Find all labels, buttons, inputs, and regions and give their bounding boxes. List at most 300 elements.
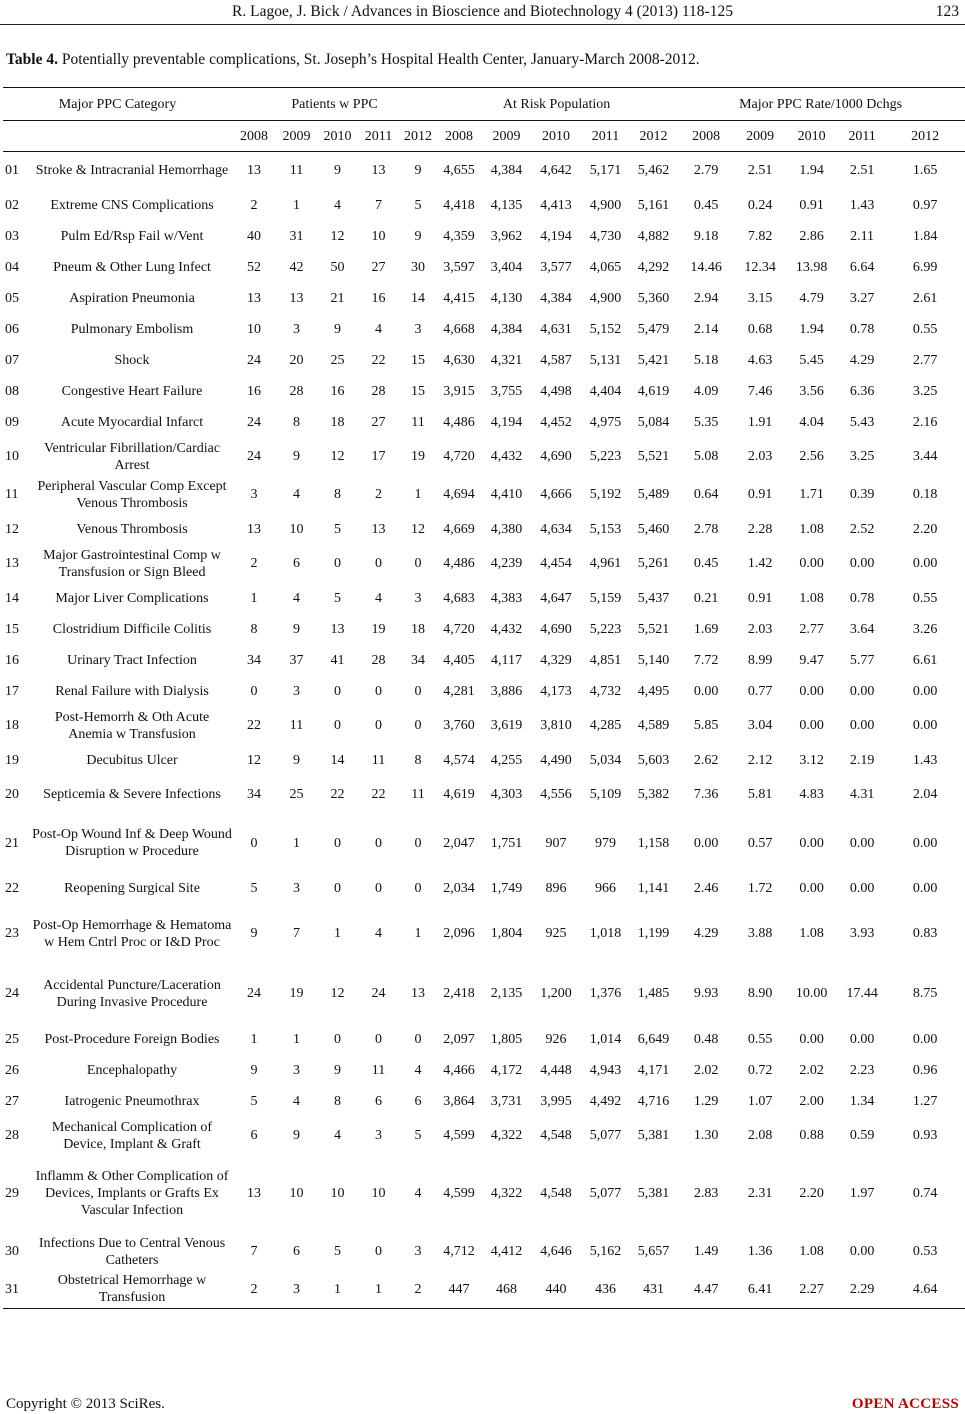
category-name: Septicemia & Severe Infections <box>43 787 221 802</box>
rate-cell: 0.78 <box>849 590 875 606</box>
category-name: Post-Hemorrh & Oth Acute Anemia w Transfusion <box>54 709 210 742</box>
patients-cell: 0 <box>375 1244 383 1259</box>
at-risk-cell: 1,018 <box>589 926 622 941</box>
rate-cell: 1.08 <box>799 521 824 537</box>
rate-cell: 2.78 <box>693 521 719 537</box>
rate-cell: 1.34 <box>849 1093 875 1109</box>
rate-cell: 3.12 <box>799 752 824 768</box>
rate-cell: 4.29 <box>693 926 719 941</box>
at-risk-cell: 468 <box>481 1271 532 1309</box>
at-risk-cell: 4,690 <box>540 621 572 637</box>
rate-cell: 0.88 <box>799 1128 824 1143</box>
patients-cell: 13 <box>247 163 262 179</box>
at-risk-cell: 4,646 <box>540 1244 572 1259</box>
rate-cell: 2.12 <box>747 752 773 768</box>
patients-cell: 9 <box>414 228 422 244</box>
category-name: Clostridium Difficile Colitis <box>52 621 212 637</box>
at-risk-cell: 926 <box>545 1031 567 1047</box>
at-risk-cell: 907 <box>545 835 567 851</box>
table-row <box>3 407 965 438</box>
table-row <box>3 152 965 190</box>
at-risk-cell: 4,194 <box>540 228 572 244</box>
at-risk-cell: 3,962 <box>490 228 523 244</box>
row-number: 05 <box>5 290 19 306</box>
table-label: Table 4. <box>6 51 58 68</box>
at-risk-cell: 3,577 <box>540 259 572 275</box>
row-number: 26 <box>5 1062 19 1078</box>
rate-cell: 3.93 <box>849 926 875 941</box>
at-risk-cell: 4,669 <box>443 521 475 537</box>
row-number: 24 <box>5 986 19 1001</box>
category-name: Iatrogenic Pneumothrax <box>64 1093 200 1109</box>
at-risk-cell: 5,381 <box>637 1128 670 1143</box>
at-risk-cell: 4,587 <box>540 352 572 368</box>
row-number: 06 <box>5 321 19 337</box>
rate-cell: 7.82 <box>747 228 773 244</box>
at-risk-cell: 4,634 <box>540 521 572 537</box>
patients-cell: 24 <box>247 414 262 430</box>
at-risk-cell: 4,321 <box>490 352 523 368</box>
patients-cell: 14 <box>411 290 426 306</box>
row-number: 27 <box>5 1093 19 1109</box>
patients-cell: 0 <box>414 683 422 699</box>
at-risk-cell: 5,489 <box>637 487 670 502</box>
at-risk-cell: 4,322 <box>490 1128 523 1143</box>
year-header-rate: 2008 <box>676 121 736 152</box>
row-number: 11 <box>5 487 19 502</box>
rate-cell: 7.46 <box>747 383 773 399</box>
rate-cell: 0.97 <box>912 197 938 213</box>
rate-cell: 2.56 <box>799 449 824 464</box>
rate-cell: 0.48 <box>693 1031 719 1047</box>
at-risk-cell: 1,751 <box>490 835 523 851</box>
at-risk-cell: 4,619 <box>443 787 475 802</box>
patients-cell: 0 <box>375 683 383 699</box>
table-row <box>3 1117 965 1155</box>
patients-cell: 22 <box>330 787 345 802</box>
rate-cell: 2.20 <box>799 1186 824 1201</box>
patients-cell: 50 <box>330 259 345 275</box>
table-row <box>3 676 965 707</box>
rate-cell: 2.23 <box>849 1062 875 1078</box>
table-row <box>3 476 965 514</box>
category-name: Ventricular Fibrillation/Cardiac Arrest <box>43 440 221 473</box>
patients-cell: 11 <box>411 414 425 430</box>
at-risk-cell: 4,239 <box>490 556 523 571</box>
patients-cell: 4 <box>375 590 383 606</box>
category-name: Major Liver Complications <box>55 590 209 606</box>
rate-cell: 1.43 <box>912 752 938 768</box>
rate-cell: 3.25 <box>849 449 875 464</box>
rate-cell: 6.64 <box>849 259 875 275</box>
rate-cell: 0.55 <box>912 321 938 337</box>
at-risk-cell: 4,448 <box>540 1062 572 1078</box>
rate-cell: 2.94 <box>693 290 719 306</box>
category-name: Congestive Heart Failure <box>61 383 203 399</box>
patients-cell: 52 <box>247 259 262 275</box>
at-risk-cell: 5,521 <box>637 449 670 464</box>
at-risk-cell: 3,810 <box>540 718 572 733</box>
patients-cell: 7 <box>375 197 383 213</box>
rate-cell: 3.88 <box>747 926 773 941</box>
at-risk-cell: 2,135 <box>490 986 523 1001</box>
at-risk-cell: 4,303 <box>490 787 523 802</box>
at-risk-cell: 5,460 <box>637 521 670 537</box>
rate-cell: 2.28 <box>747 521 773 537</box>
category-name: Inflamm & Other Complication of Devices, Implants or Grafts Ex Vascular Infection <box>35 1169 229 1218</box>
table-row <box>3 221 965 252</box>
patients-cell: 24 <box>247 986 262 1001</box>
rate-cell: 9.47 <box>799 652 824 668</box>
rate-cell: 2.83 <box>693 1186 719 1201</box>
at-risk-cell: 4,851 <box>589 652 622 668</box>
rate-cell: 0.00 <box>912 556 938 571</box>
patients-cell: 19 <box>289 986 304 1001</box>
patients-cell: 11 <box>289 163 304 179</box>
category-name: Reopening Surgical Site <box>64 880 200 896</box>
patients-cell: 0 <box>375 880 383 896</box>
at-risk-cell: 4,882 <box>637 228 670 244</box>
row-number: 28 <box>5 1128 19 1143</box>
patients-cell: 9 <box>334 163 342 179</box>
table-row <box>3 707 965 745</box>
rate-cell: 1.07 <box>747 1093 773 1109</box>
patients-cell: 0 <box>334 1031 342 1047</box>
at-risk-cell: 3,760 <box>443 718 475 733</box>
patients-cell: 1 <box>414 487 422 502</box>
patients-cell: 25 <box>330 352 345 368</box>
category-name: Infections Due to Central Venous Catheters <box>38 1235 226 1268</box>
at-risk-cell: 4,961 <box>589 556 622 571</box>
patients-cell: 5 <box>334 590 342 606</box>
table-row <box>3 745 965 776</box>
year-header-patients: 2009 <box>276 121 317 152</box>
at-risk-cell: 5,603 <box>637 752 670 768</box>
patients-cell: 3 <box>250 487 258 502</box>
at-risk-cell: 4,285 <box>589 718 622 733</box>
year-header-patients: 2010 <box>317 121 358 152</box>
category-name: Major Gastrointestinal Comp w Transfusion or Sign Bleed <box>43 547 221 580</box>
rate-cell: 0.57 <box>747 835 773 851</box>
patients-cell: 11 <box>411 787 425 802</box>
at-risk-cell: 1,749 <box>490 880 523 896</box>
patients-cell: 13 <box>247 521 262 537</box>
rate-cell: 0.77 <box>747 683 773 699</box>
rate-cell: 0.55 <box>912 590 938 606</box>
category-name: Urinary Tract Infection <box>67 652 197 668</box>
category-name: Stroke & Intracranial Hemorrhage <box>35 163 229 179</box>
at-risk-cell: 5,521 <box>637 621 670 637</box>
patients-cell: 6 <box>293 556 301 571</box>
patients-cell: 19 <box>411 449 426 464</box>
patients-cell: 0 <box>414 880 422 896</box>
patients-cell: 8 <box>250 621 258 637</box>
at-risk-cell: 3,995 <box>540 1093 572 1109</box>
rate-cell: 9.18 <box>693 228 719 244</box>
patients-cell: 4 <box>334 197 342 213</box>
table-row <box>3 1055 965 1086</box>
rate-cell: 13.98 <box>795 259 828 275</box>
patients-cell: 9 <box>250 1062 258 1078</box>
row-number: 10 <box>5 449 19 464</box>
row-number: 03 <box>5 228 19 244</box>
at-risk-cell: 4,630 <box>443 352 475 368</box>
rate-cell: 0.00 <box>912 718 938 733</box>
patients-cell: 4 <box>293 487 301 502</box>
at-risk-cell: 440 <box>532 1271 580 1309</box>
at-risk-cell: 4,647 <box>540 590 572 606</box>
header-category: Major PPC Category <box>3 88 232 121</box>
rate-cell: 5.81 <box>747 787 773 802</box>
rate-cell: 0.00 <box>912 880 938 896</box>
patients-cell: 24 <box>247 449 262 464</box>
at-risk-cell: 4,171 <box>637 1062 670 1078</box>
rate-cell: 0.00 <box>849 683 875 699</box>
category-name: Acute Myocardial Infarct <box>60 414 204 430</box>
patients-cell: 9 <box>293 621 301 637</box>
patients-cell: 3 <box>293 321 301 337</box>
patients-cell: 0 <box>334 880 342 896</box>
at-risk-cell: 5,657 <box>637 1244 670 1259</box>
rate-cell: 0.24 <box>747 197 773 213</box>
rate-cell: 4.04 <box>799 414 824 430</box>
at-risk-cell: 3,404 <box>490 259 523 275</box>
row-number: 19 <box>5 752 19 768</box>
rate-cell: 6.36 <box>849 383 875 399</box>
rate-cell: 1.97 <box>849 1186 875 1201</box>
patients-cell: 0 <box>414 556 422 571</box>
at-risk-cell: 4,631 <box>540 321 572 337</box>
rate-cell: 0.00 <box>912 835 938 851</box>
rate-cell: 1.43 <box>849 197 875 213</box>
at-risk-cell: 4,712 <box>443 1244 475 1259</box>
patients-cell: 12 <box>411 521 426 537</box>
at-risk-cell: 4,943 <box>589 1062 622 1078</box>
row-number: 13 <box>5 556 19 571</box>
rate-cell: 2.02 <box>799 1062 824 1078</box>
patients-cell: 8 <box>414 752 422 768</box>
year-header-at-risk: 2008 <box>437 121 481 152</box>
patients-cell: 14 <box>330 752 345 768</box>
patients-cell: 0 <box>334 718 342 733</box>
table-row <box>3 645 965 676</box>
rate-cell: 1.91 <box>747 414 773 430</box>
at-risk-cell: 5,109 <box>589 787 622 802</box>
rate-cell: 4.83 <box>799 787 824 802</box>
at-risk-cell: 5,437 <box>637 590 670 606</box>
year-header-at-risk: 2009 <box>481 121 532 152</box>
patients-cell: 4 <box>334 1128 342 1143</box>
patients-cell: 5 <box>250 1093 258 1109</box>
patients-cell: 22 <box>371 787 386 802</box>
patients-cell: 0 <box>250 683 258 699</box>
year-header-patients: 2012 <box>399 121 437 152</box>
at-risk-cell: 4,548 <box>540 1186 572 1201</box>
at-risk-cell: 4,413 <box>540 197 572 213</box>
at-risk-cell: 4,668 <box>443 321 475 337</box>
rate-cell: 2.11 <box>850 228 875 244</box>
patients-cell: 0 <box>334 556 342 571</box>
at-risk-cell: 6,649 <box>637 1031 670 1047</box>
at-risk-cell: 1,804 <box>490 926 523 941</box>
rate-cell: 0.68 <box>747 321 773 337</box>
at-risk-cell: 4,432 <box>490 621 523 637</box>
at-risk-cell: 431 <box>631 1271 676 1309</box>
at-risk-cell: 4,415 <box>443 290 475 306</box>
patients-cell: 9 <box>250 926 258 941</box>
row-number: 16 <box>5 652 19 668</box>
at-risk-cell: 2,097 <box>443 1031 475 1047</box>
patients-cell: 10 <box>247 321 262 337</box>
rate-cell: 0.21 <box>693 590 719 606</box>
patients-cell: 4 <box>414 1186 422 1201</box>
at-risk-cell: 1,376 <box>589 986 622 1001</box>
rate-cell: 6.61 <box>912 652 938 668</box>
patients-cell: 12 <box>330 449 345 464</box>
rate-cell: 5.43 <box>849 414 875 430</box>
patients-cell: 4 <box>375 321 383 337</box>
row-number: 17 <box>5 683 19 699</box>
table-body <box>3 152 965 1309</box>
patients-cell: 16 <box>371 290 386 306</box>
at-risk-cell: 4,490 <box>540 752 572 768</box>
rate-cell: 3.56 <box>799 383 824 399</box>
patients-cell: 0 <box>250 835 258 851</box>
at-risk-cell: 4,383 <box>490 590 523 606</box>
table-row <box>3 964 965 1024</box>
at-risk-cell: 4,380 <box>490 521 523 537</box>
rate-cell: 2.16 <box>912 414 938 430</box>
patients-cell: 2 <box>375 487 383 502</box>
at-risk-cell: 4,065 <box>589 259 622 275</box>
at-risk-cell: 4,432 <box>490 449 523 464</box>
patients-cell: 0 <box>375 718 383 733</box>
at-risk-cell: 4,292 <box>637 259 670 275</box>
ppc-table <box>3 87 965 1309</box>
at-risk-cell: 4,720 <box>443 449 475 464</box>
patients-cell: 10 <box>330 1186 345 1201</box>
at-risk-cell: 2,034 <box>443 880 475 896</box>
at-risk-cell: 4,720 <box>443 621 475 637</box>
at-risk-cell: 4,255 <box>490 752 523 768</box>
at-risk-cell: 4,574 <box>443 752 475 768</box>
rate-cell: 0.00 <box>693 683 719 699</box>
patients-cell: 1 <box>293 197 301 213</box>
patients-cell: 2 <box>399 1271 437 1309</box>
row-number: 29 <box>5 1186 19 1201</box>
patients-cell: 30 <box>411 259 426 275</box>
rate-cell: 0.00 <box>849 1244 875 1259</box>
category-name: Pulmonary Embolism <box>70 321 194 337</box>
patients-cell: 16 <box>330 383 345 399</box>
patients-cell: 3 <box>414 321 422 337</box>
rate-cell: 2.62 <box>693 752 719 768</box>
patients-cell: 9 <box>293 1128 301 1143</box>
page-number: 123 <box>935 3 959 20</box>
rate-cell: 0.45 <box>693 197 719 213</box>
row-number: 22 <box>5 880 19 896</box>
at-risk-cell: 4,975 <box>589 414 622 430</box>
patients-cell: 5 <box>334 521 342 537</box>
at-risk-cell: 925 <box>545 926 567 941</box>
at-risk-cell: 436 <box>580 1271 631 1309</box>
at-risk-cell: 2,096 <box>443 926 475 941</box>
patients-cell: 7 <box>293 926 301 941</box>
patients-cell: 4 <box>375 926 383 941</box>
at-risk-cell: 3,755 <box>490 383 523 399</box>
at-risk-cell: 5,152 <box>589 321 622 337</box>
category-name: Pulm Ed/Rsp Fail w/Vent <box>60 228 204 244</box>
row-number: 01 <box>5 163 19 179</box>
at-risk-cell: 4,732 <box>589 683 622 699</box>
at-risk-cell: 4,486 <box>443 414 475 430</box>
category-name: Decubitus Ulcer <box>86 752 178 768</box>
rate-cell: 2.00 <box>799 1093 824 1109</box>
rate-cell: 1.36 <box>747 1244 773 1259</box>
patients-cell: 19 <box>371 621 386 637</box>
rate-cell: 4.47 <box>676 1271 736 1309</box>
at-risk-cell: 1,199 <box>637 926 670 941</box>
rate-cell: 2.52 <box>849 521 875 537</box>
at-risk-cell: 4,495 <box>637 683 670 699</box>
header-at-risk: At Risk Population <box>437 88 676 121</box>
category-name: Post-Op Hemorrhage & Hematoma w Hem Cntrl Proc or I&D Proc <box>32 917 232 950</box>
at-risk-cell: 5,421 <box>637 352 670 368</box>
rate-cell: 2.51 <box>849 163 875 179</box>
at-risk-cell: 4,281 <box>443 683 475 699</box>
at-risk-cell: 4,556 <box>540 787 572 802</box>
rate-cell: 0.00 <box>799 880 824 896</box>
table-row <box>3 252 965 283</box>
rate-cell: 0.00 <box>849 718 875 733</box>
rate-cell: 2.77 <box>912 352 938 368</box>
category-name: Mechanical Complication of Device, Implant & Graft <box>51 1119 213 1152</box>
table-row <box>3 314 965 345</box>
year-header-at-risk: 2012 <box>631 121 676 152</box>
rate-cell: 0.55 <box>747 1031 773 1047</box>
patients-cell: 11 <box>289 718 304 733</box>
rate-cell: 2.79 <box>693 163 719 179</box>
at-risk-cell: 1,200 <box>540 986 572 1001</box>
category-name: Extreme CNS Complications <box>50 197 214 213</box>
patients-cell: 3 <box>293 1062 301 1078</box>
patients-cell: 17 <box>371 449 386 464</box>
at-risk-cell: 966 <box>595 880 617 896</box>
table-row <box>3 1155 965 1233</box>
rate-cell: 4.29 <box>849 352 875 368</box>
at-risk-cell: 4,666 <box>540 487 572 502</box>
at-risk-cell: 5,162 <box>589 1244 622 1259</box>
patients-cell: 24 <box>371 986 386 1001</box>
year-header-row <box>3 121 965 152</box>
row-number: 04 <box>5 259 19 275</box>
patients-cell: 1 <box>293 835 301 851</box>
patients-cell: 5 <box>414 197 422 213</box>
at-risk-cell: 5,077 <box>589 1128 622 1143</box>
table-row <box>3 1271 965 1309</box>
rate-cell: 2.14 <box>693 321 719 337</box>
rate-cell: 0.00 <box>693 835 719 851</box>
rate-cell: 3.25 <box>912 383 938 399</box>
rate-cell: 0.91 <box>747 590 773 606</box>
at-risk-cell: 5,462 <box>637 163 670 179</box>
patients-cell: 0 <box>414 1031 422 1047</box>
patients-cell: 1 <box>250 1031 258 1047</box>
patients-cell: 4 <box>293 1093 301 1109</box>
rate-cell: 2.51 <box>747 163 773 179</box>
row-number: 25 <box>5 1031 19 1047</box>
rate-cell: 1.30 <box>693 1128 719 1143</box>
